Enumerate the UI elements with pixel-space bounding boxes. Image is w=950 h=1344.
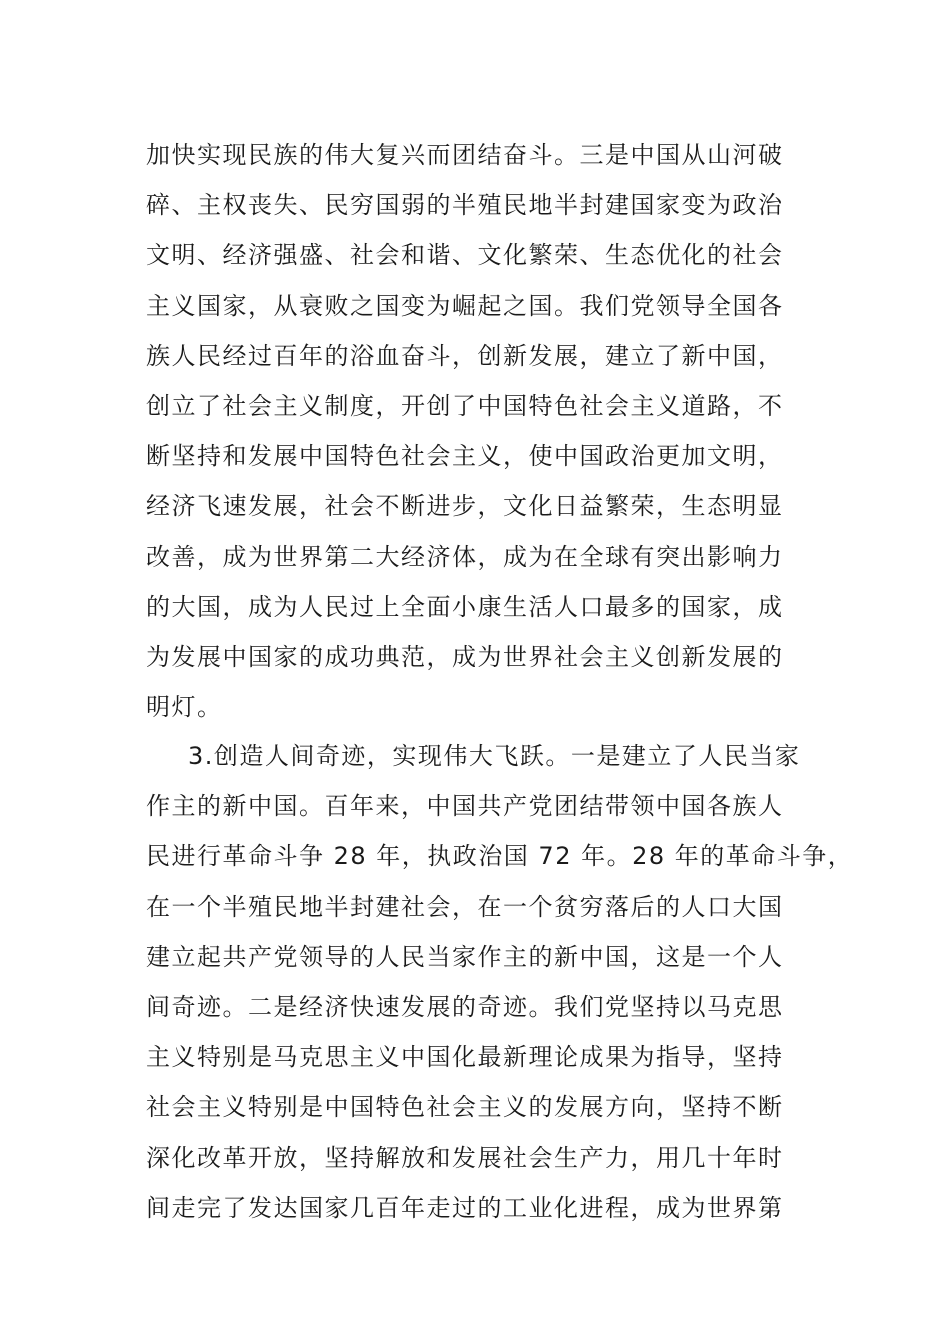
text-line: 深化改革开放，坚持解放和发展社会生产力，用几十年时 [146, 1143, 784, 1172]
text-line: 族人民经过百年的浴血奋斗，创新发展，建立了新中国， [146, 341, 784, 370]
text-line: 碎、主权丧失、民穷国弱的半殖民地半封建国家变为政治 [146, 191, 784, 220]
text-line: 创立了社会主义制度，开创了中国特色社会主义道路，不 [146, 391, 784, 420]
text-line: 间奇迹。二是经济快速发展的奇迹。我们党坚持以马克思 [146, 992, 784, 1021]
text-line: 文明、经济强盛、社会和谐、文化繁荣、生态优化的社会 [146, 241, 784, 270]
paragraph-2 [146, 731, 854, 1233]
text-line: 的大国，成为人民过上全面小康生活人口最多的国家，成 [146, 592, 784, 621]
text-line: 作主的新中国。百年来，中国共产党团结带领中国各族人 [146, 792, 784, 821]
text-line: 主义国家，从衰败之国变为崛起之国。我们党领导全国各 [146, 291, 784, 320]
text-line: 间走完了发达国家几百年走过的工业化进程，成为世界第 [146, 1193, 784, 1222]
text-line: 断坚持和发展中国特色社会主义，使中国政治更加文明， [146, 442, 784, 471]
text-line: 经济飞速发展，社会不断进步，文化日益繁荣，生态明显 [146, 492, 784, 521]
paragraph-1 [146, 130, 810, 732]
text-line: 建立起共产党领导的人民当家作主的新中国，这是一个人 [146, 942, 784, 971]
text-line: 民进行革命斗争 28 年，执政治国 72 年。28 年的革命斗争， [146, 842, 854, 871]
text-line: 主义特别是马克思主义中国化最新理论成果为指导，坚持 [146, 1043, 784, 1072]
text-line: 社会主义特别是中国特色社会主义的发展方向，坚持不断 [146, 1093, 784, 1122]
text-line: 为发展中国家的成功典范，成为世界社会主义创新发展的 [146, 642, 784, 671]
text-line: 改善，成为世界第二大经济体，成为在全球有突出影响力 [146, 542, 784, 571]
text-line: 明灯。 [146, 693, 223, 722]
text-line: 在一个半殖民地半封建社会，在一个贫穷落后的人口大国 [146, 892, 784, 921]
text-line: 加快实现民族的伟大复兴而团结奋斗。三是中国从山河破 [146, 141, 784, 169]
text-line-indented: 3.创造人间奇迹，实现伟大飞跃。一是建立了人民当家 [188, 742, 801, 770]
